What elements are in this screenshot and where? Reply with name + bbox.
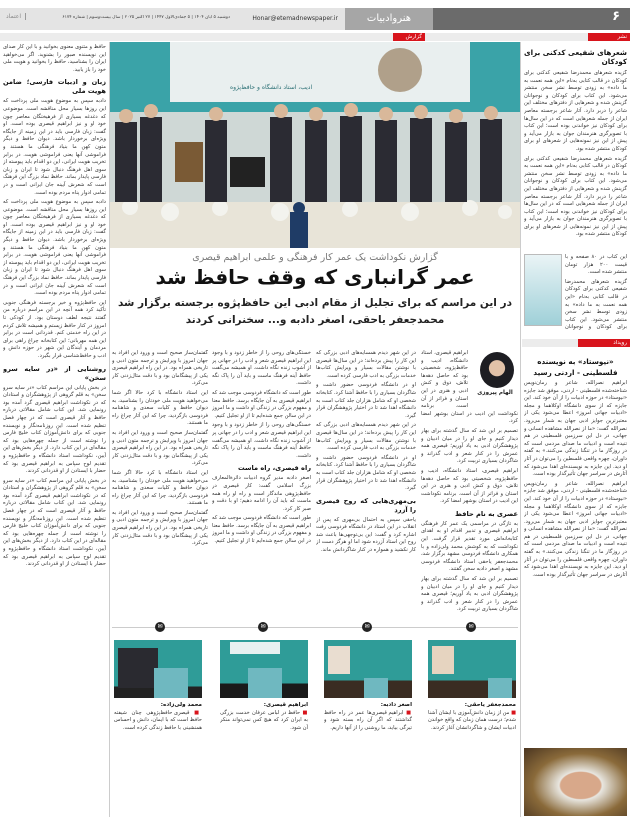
page-number: ۶ <box>612 9 620 24</box>
section-email[interactable]: Honar@etemadnewspaper.ir <box>252 15 338 22</box>
right-sidebar <box>524 44 627 332</box>
paragraph: این حافظ‌پژوه و خیر برجسته فرهنگی جنوبی تأکید کرد همه آنچه در این مراسم درباره من گفتند نتیجه لطف دوستان بود. از کودکی تا امروز در کنار حافظ زیستم و همیشه تلاش کردم در این راه خدمتی کنم. قدردانی است در برابر این همه مهربانی؛ این کتابخانه چراغ راهی برای مردمان و آیندگان این شهر در حوزه دانش و ادب و حافظ‌شناسی قرار بگیرد. <box>3 299 106 359</box>
article-title-neustadt: «نیوستاد» به نویسنده فلسطینی - اردنی رسید <box>533 357 618 377</box>
quote-speaker-name: محمدجعفر یاحقی: <box>464 702 516 708</box>
column-rule <box>520 42 521 817</box>
article-column-4 <box>112 350 208 620</box>
ceremony-photo-illustration <box>110 42 520 248</box>
speaker-photo-dadbeh <box>324 640 412 698</box>
quote-speaker-name: اصغر دادبه: <box>380 702 412 708</box>
speaker-photo-qeysari <box>220 640 308 698</box>
quote-speaker-name: ابراهیم قیصری: <box>263 702 308 708</box>
paragraph: گفتمان‌ساز صحیح است و ورود این افراد به جهان امروز با ویرایش و ترجمه متون ادبی و تاریخی همراه بود. در این راه ابراهیم قیصری یکی از پیشگامان بود و با دقت مثال‌زدنی کار می‌کرد. <box>112 509 208 547</box>
speaker-photo-valizadeh <box>114 640 202 698</box>
author-spacer <box>468 350 518 408</box>
nasrallah-photo <box>524 748 627 816</box>
event-label-bar <box>522 339 578 347</box>
paragraph: در بخش پایانی این مراسم کتاب «در سایه سرو سخن» به قلم گروهی از پژوهشگران و استادان که در نکوداشت ابراهیم قیصری گرد آمده بود رونمایی شد. این کتاب شامل مقالاتی درباره حافظ و آثار قیصری است که در چهار فصل تنظیم شده است. این روزنامه‌نگار و نویسنده جنوبی که برای دانش‌آموزان کتاب خلیج فارس را نوشته است از جمله چهره‌هایی بود که مقاله‌ای در این کتاب دارد. از دیگر بخش‌های این آیین، نکوداشت استاد دانشگاه و حافظ‌پژوه و تقدیم لوح سپاس به ابراهیم قیصری بود که حضار با ایستادن از او قدردانی کردند. <box>3 477 106 568</box>
label-bar <box>0 33 630 41</box>
paragraph: گزیده شعرهای محمدرضا شفیعی کدکنی برای کودکان در قالب کتابی به‌نام «این همه نعمت به ما داده» به زودی توسط نشر سخن منتشر می‌شود. این کتاب برای کودکان و نوجوانان گزینش شده و شعرهایی از دفترهای مختلف این شاعر را دربر دارد. آثار شاعر برجسته معاصر ایران از جمله شعرهایی است که در این سال‌ها برای کودکان نیز خواندنی بوده است؛ این کتاب با تصویرگری هنرمندان جوان به بازار می‌آید و پیش از این نیز نمونه‌هایی از شعرهای او برای کودکان منتشر شده بود. <box>524 155 627 238</box>
quote-dadbeh <box>324 702 412 817</box>
photo-banner-text: ادیب، استاد دانشگاه و حافظ‌پژوه <box>230 84 313 91</box>
left-column <box>3 44 106 817</box>
report-label: گزارش <box>393 33 425 41</box>
event-label: رویداد <box>578 339 630 347</box>
paragraph: اصغر دادبه مدیر گروه ادبیات دائرةالمعارف بزرگ اسلامی گفت: کار قیصری در حافظ‌پژوهی ماندگار است و راه او راه همه ماست که باید آن را ادامه دهیم؛ او با دقت و صبر کار کرد. <box>212 475 311 512</box>
chat-bubble-icon: ✉ <box>155 622 165 632</box>
main-photo <box>110 42 520 248</box>
subheading-book-unveiling: روشنایی از «در سایه سرو سخن» <box>3 364 106 382</box>
paragraph: دادبه سپس به موضوع هویت ملی پرداخت که این روزها بسیار محل مناقشه است. موضوعی که دغدغه بسیاری از فرهیختگان معاصر چون خود او و نیز ابراهیم قیصری بوده است. او گفت: زبان فارسی باید در این زمینه از جایگاه ویژه‌ای برخوردار باشد. دیوان حافظ و دیگر متون کهن ما بنیاد فرهنگی ما هستند و فراموشی آنها یعنی فراموشی هویت. در برابر تخریب هویت ایرانی، این دو اقدام باید پیوسته از سوی اهل فرهنگ دنبال شود تا ایران و زبان فارسی پایدار بماند. حافظ نماد بزرگ این فرهنگ است که شعرش آیینه جان ایرانی است و در تمامی ادوار پناه مردم بوده است. <box>3 98 106 196</box>
paragraph: ابراهیم نصرالله، شاعر و رمان‌نویس شناخته‌شده فلسطینی - اردنی، موفق شد جایزه «نیوستاد» در حوزه ادبیات را از آن خود کند. این جایزه که از سوی دانشگاه اوکلاهما و مجله «ادبیات جهانی امروز» اعطا می‌شود یکی از معتبرترین جوایز ادبی جهان به شمار می‌رود. نصرالله گفت: «ما از نصرالله مشاهده انسانی و جهانی، در دل این سرزمین فلسطینی در هم تنیده است و ادبیات ما صدای مردمی است که در روزگار ما در تنگنا زندگی می‌کنند.» به گفته داوران، چهره واقعی فلسطین را می‌توان در آثار او دید. این جایزه به نویسنده‌ای اهدا می‌شود که آثارش در سراسر جهان تأثیرگذار بوده است. <box>524 480 627 578</box>
paragraph: گزیده شعرهای محمدرضا شفیعی کدکنی برای کودکان در قالب کتابی به‌نام «این همه نعمت به ما داده» به زودی توسط نشر سخن منتشر می‌شود. این کتاب برای کودکان و نوجوانان گزینش شده و شعرهایی از دفترهای مختلف این شاعر را دربر دارد. آثار شاعر برجسته معاصر ایران از جمله شعرهایی است که در این سال‌ها برای کودکان نیز خواندنی بوده است؛ این کتاب با تصویرگری هنرمندان جوان به بازار می‌آید و پیش از این نیز نمونه‌هایی از شعرهای او برای کودکان منتشر شده بود. <box>524 70 627 152</box>
date-line: دوشنبه ۵ آبان ۱۴۰۴ | ۵ جمادی‌الاول ۱۴۴۷ | ۲۷ اکتبر ۲۰۲۵ | سال بیست‌وسوم | شماره ۶۱۷۴ <box>62 15 230 20</box>
author-name: الهام پیروزی <box>477 390 513 396</box>
paragraph: خستگی‌های روحی را از خاطر زدود و با وجود این ابراهیم قیصری شعر و ادب را در جهانی پر از آشوب زنده نگاه داشت. او همیشه می‌گفت حافظ آینه فرهنگ ماست و باید آن را پاک نگه داشت. <box>212 422 311 459</box>
paragraph: دادبه سپس به موضوع هویت ملی پرداخت که این روزها بسیار محل مناقشه است. موضوعی که دغدغه بسیاری از فرهیختگان معاصر چون خود او و نیز ابراهیم قیصری بوده است. او گفت: زبان فارسی باید در این زمینه از جایگاه ویژه‌ای برخوردار باشد. دیوان حافظ و دیگر متون کهن ما بنیاد فرهنگی ما هستند و فراموشی آنها یعنی فراموشی هویت. در برابر تخریب هویت ایرانی، این دو اقدام باید پیوسته از سوی اهل فرهنگ دنبال شود تا ایران و زبان فارسی پایدار بماند. حافظ نماد بزرگ این فرهنگ است که شعرش آیینه جان ایرانی است و در تمامی ادوار پناه مردم بوده است. <box>3 199 106 297</box>
paragraph: در این شهر دیدم همسایه‌های ادبی بزرگی که این کار را پیش برده‌اند؛ در این سال‌ها قیصری با نوشتن مقالات بسیار و ویرایش کتاب‌ها خدمات بزرگی به ادب فارسی کرده است. <box>316 350 416 379</box>
chat-bubble-icon: ✉ <box>258 622 268 632</box>
quote-text: ابراهیم قیصری‌ها عمر در راه حافظ گذاشتند که اگر آن راه بسته شود و تیرگی بیاید، ما روشنی را از آنها داریم. <box>324 709 412 731</box>
article-text-shafiei <box>524 70 627 252</box>
quote-text: حافظ در لباس عرفان خدمت بزرگی به ایران کرد که هیچ کس نمی‌تواند منکر آن شود. <box>220 709 308 731</box>
quote-text: قیصری حافظ‌پژوهی چنان شیفته حافظ است که با ایمان، دانش و احساس همنشینی با حافظ زندگی کرده است. <box>114 709 202 731</box>
subheading-hafez-afternoon: عصری به نام حافظ <box>455 509 518 518</box>
paragraph: گفتمان‌ساز صحیح است و ورود این افراد به جهان امروز با ویرایش و ترجمه متون ادبی و تاریخی همراه بود. در این راه ابراهیم قیصری یکی از پیشگامان بود و با دقت مثال‌زدنی کار می‌کرد. <box>112 429 208 467</box>
page-number-box <box>433 8 630 30</box>
quote-qeysari <box>220 702 308 817</box>
paragraph: او در دانشگاه فردوسی حضور داشت و شاگردان بسیاری را با حافظ آشنا کرد. کتابخانه شخصی او که شامل هزاران جلد کتاب است به دانشگاه اهدا شد تا در اختیار پژوهشگران قرار گیرد. <box>316 382 416 419</box>
subheading-qeysari-path: راه قیصری، راه ماست <box>238 464 311 473</box>
paragraph: تصمیم بر این شد که سال گذشته برای بهار دیدار کنیم و جای او را در میان ادبیان و پژوهشگران ادبی به یاد آوریم؛ قیصری همه عمرش را در کنار شعر و ادب گذراند و شاگردان بسیاری تربیت کرد. <box>421 427 518 465</box>
article-text-neustadt <box>524 380 627 745</box>
subheading-persian-identity: زبان و ادبیات فارسی؛ ضامن هویت ملی <box>3 78 106 96</box>
chat-bubble-icon: ✉ <box>466 622 476 632</box>
publishing-label: نشر <box>588 33 630 41</box>
paragraph: طور است که دانشگاه فردوسی موجب شد که ابراهیم قیصری به آن جایگاه برسد. حافظ معنا و مفهوم بزرگی در زندگی او داشت و ما امروز در این سالن جمع شده‌ایم تا از او تجلیل کنیم. <box>212 515 311 545</box>
paragraph: یاحقی سپس به احتمال بی‌مهری که پس از انقلاب در این استاد در دانشگاه فردوسی رفت اشاره کرد و گفت: این بی‌توجهی‌ها باعث شد روح این استاد آزرده شود اما او هرگز دست از کار نکشید و همواره در کنار شاگردانش ماند. <box>316 516 416 554</box>
book-row <box>524 254 627 330</box>
paragraph: حافظ و مثنوی معنوی بخوانید و با این کار صدای این نویسنده صبور را بشنوید. اگر می‌خواهید ایران را بشناسید، حافظ را بخوانید و هویت ملی خود را باز یابید. <box>3 44 106 73</box>
paragraph: این کتاب در ۸۰ صفحه و با قیمت ۲۰۰ هزار تومان منتشر شده است. <box>565 254 627 276</box>
quotes-divider <box>112 627 518 628</box>
quote-valizadeh <box>114 702 202 817</box>
newspaper-logo: اعتماد <box>6 13 26 20</box>
book-text <box>565 254 627 330</box>
bullet-icon: ■ <box>300 709 308 716</box>
column-rule <box>109 42 110 817</box>
bullet-icon: ■ <box>403 709 412 716</box>
paragraph: طور است که دانشگاه فردوسی موجب شد که ابراهیم قیصری به آن جایگاه برسد. حافظ معنا و مفهوم بزرگی در زندگی او داشت و ما امروز در این سالن جمع شده‌ایم تا از او تجلیل کنیم. <box>212 389 311 419</box>
headline: عمر گرانباری که وقف حافظ شد <box>155 265 475 289</box>
paragraph: در این شهر دیدم همسایه‌های ادبی بزرگی که این کار را پیش برده‌اند؛ در این سال‌ها قیصری با نوشتن مقالات بسیار و ویرایش کتاب‌ها خدمات بزرگی به ادب فارسی کرده است. <box>316 422 416 452</box>
paragraph: او در دانشگاه فردوسی حضور داشت و شاگردان بسیاری را با حافظ آشنا کرد. کتابخانه شخصی او که شامل هزاران جلد کتاب است به دانشگاه اهدا شد تا در اختیار پژوهشگران قرار گیرد. <box>316 454 416 492</box>
bullet-icon: ■ <box>509 709 516 716</box>
section-title: هنروادبیات <box>345 8 433 30</box>
subheading-unkindness: بی‌مهری‌هایی که روح قیصری را آزرد <box>316 496 416 514</box>
quote-text: من از زمان دانش‌آموزی با ایشان آشنا شدم؛ درست همان زمان که واقع خواندن ادبیات ایشان و شاگردانشان آغاز کردند. <box>428 709 516 731</box>
article-column-1 <box>421 350 518 620</box>
speaker-photo-yahaghi <box>428 640 516 698</box>
paragraph: ابراهیم قیصری، استاد دانشگاه، ادیب و حافظ‌پژوه، شخصیتی بود که حاصل دهه‌ها تلاش، ذوق و کنش ادبی و هنری در این استان و فراتر از آن است. برنامه نکوداشت این ادیب در استان بوشهر امضا کرد. <box>421 467 518 505</box>
paragraph: ابراهیم قیصری، استاد دانشگاه، ادیب و حافظ‌پژوه، شخصیتی بود که حاصل دهه‌ها تلاش، ذوق و کنش ادبی و هنری در این استان و فراتر از آن است. برنامه نکوداشت این ادیب در استان بوشهر امضا کرد. <box>421 350 518 425</box>
subheadline-2: محمدجعفر یاحقی، اصغر دادبه و... سخنرانی کردند <box>185 314 445 326</box>
paragraph: تصمیم بر این شد که سال گذشته برای بهار دیدار کنیم و جای او را در میان ادبیان و پژوهشگران ادبی به یاد آوریم؛ قیصری همه عمرش را در کنار شعر و ادب گذراند و شاگردان بسیاری تربیت کرد. <box>421 576 518 613</box>
book-cover <box>524 254 562 326</box>
paragraph: گزیده شعرهای محمدرضا شفیعی کدکنی برای کودکان در قالب کتابی به‌نام «این همه نعمت به ما داده» به زودی توسط نشر سخن منتشر می‌شود. این کتاب برای کودکان و نوجوانان <box>565 278 627 330</box>
paragraph: این استاد دانشگاه با کرد حالا اگر شما می‌خواهید هویت ملی خودتان را بشناسید، به دیوان حافظ و کلیات سعدی و شاهنامه فردوسی بازگردید، چرا که این آثار چراغ راه ما هستند. <box>112 469 208 507</box>
subheadline-1: در این مراسم که برای تجلیل از مقام ادبی این حافظ‌پژوه برجسته برگزار شد <box>117 297 512 309</box>
paragraph: خستگی‌های روحی را از خاطر زدود و با وجود این ابراهیم قیصری شعر و ادب را در جهانی پر از آشوب زنده نگاه داشت. او همیشه می‌گفت حافظ آینه فرهنگ ماست و باید آن را پاک نگه داشت. <box>212 350 311 387</box>
neustadt-article <box>524 352 627 747</box>
chat-bubble-icon: ✉ <box>362 622 372 632</box>
paragraph: در بخش پایانی این مراسم کتاب «در سایه سرو سخن» به قلم گروهی از پژوهشگران و استادان که در نکوداشت ابراهیم قیصری گرد آمده بود رونمایی شد. این کتاب شامل مقالاتی درباره حافظ و آثار قیصری است که در چهار فصل تنظیم شده است. این روزنامه‌نگار و نویسنده جنوبی که برای دانش‌آموزان کتاب خلیج فارس را نوشته است از جمله چهره‌هایی بود که مقاله‌ای در این کتاب دارد. از دیگر بخش‌های این آیین، نکوداشت استاد دانشگاه و حافظ‌پژوه و تقدیم لوح سپاس به ابراهیم قیصری بود که حضار با ایستادن از او قدردانی کردند. <box>3 384 106 475</box>
paragraph: ابراهیم نصرالله، شاعر و رمان‌نویس شناخته‌شده فلسطینی - اردنی، موفق شد جایزه «نیوستاد» در حوزه ادبیات را از آن خود کند. این جایزه که از سوی دانشگاه اوکلاهما و مجله «ادبیات جهانی امروز» اعطا می‌شود یکی از معتبرترین جوایز ادبی جهان به شمار می‌رود. نصرالله گفت: «ما از نصرالله مشاهده انسانی و جهانی، در دل این سرزمین فلسطینی در هم تنیده است و ادبیات ما صدای مردمی است که در روزگار ما در تنگنا زندگی می‌کنند.» به گفته داوران، چهره واقعی فلسطین را می‌توان در آثار او دید. این جایزه به نویسنده‌ای اهدا می‌شود که آثارش در سراسر جهان تأثیرگذار بوده است. <box>524 380 627 478</box>
article-column-2 <box>316 350 416 620</box>
quote-yahaghi <box>428 702 516 817</box>
quote-speaker-name: محمد ولی‌زاده: <box>160 702 202 708</box>
paragraph: گفتمان‌ساز صحیح است و ورود این افراد به جهان امروز با ویرایش و ترجمه متون ادبی و تاریخی همراه بود. در این راه ابراهیم قیصری یکی از پیشگامان بود و با دقت مثال‌زدنی کار می‌کرد. <box>112 350 208 387</box>
article-title-shafiei: شعرهای شفیعی کدکنی برای کودکان <box>524 48 627 66</box>
kicker: گزارش نکوداشت یک عمر کار فرهنگی و علمی ابراهیم قیصری <box>192 252 438 263</box>
article-column-3 <box>212 350 311 620</box>
paragraph: به تازگی در مراسمی یک عمر کار فرهنگی ابراهیم قیصری و تدبیر اقدام او به اهدای کتابخانه‌اش مورد تقدیر قرار گرفت. این نکوداشت که به کوشش محمد ولی‌زاده و با همکاری دانشگاه فردوسی مشهد برگزار شد، محمدجعفر یاحقی استاد دانشگاه فردوسی مشهد و اصغر دادبه سخن گفتند. <box>421 520 518 573</box>
paragraph: این استاد دانشگاه با کرد حالا اگر شما می‌خواهید هویت ملی خودتان را بشناسید، به دیوان حافظ و کلیات سعدی و شاهنامه فردوسی بازگردید، چرا که این آثار چراغ راه ما هستند. <box>112 389 208 427</box>
bullet-icon: ■ <box>189 709 202 716</box>
